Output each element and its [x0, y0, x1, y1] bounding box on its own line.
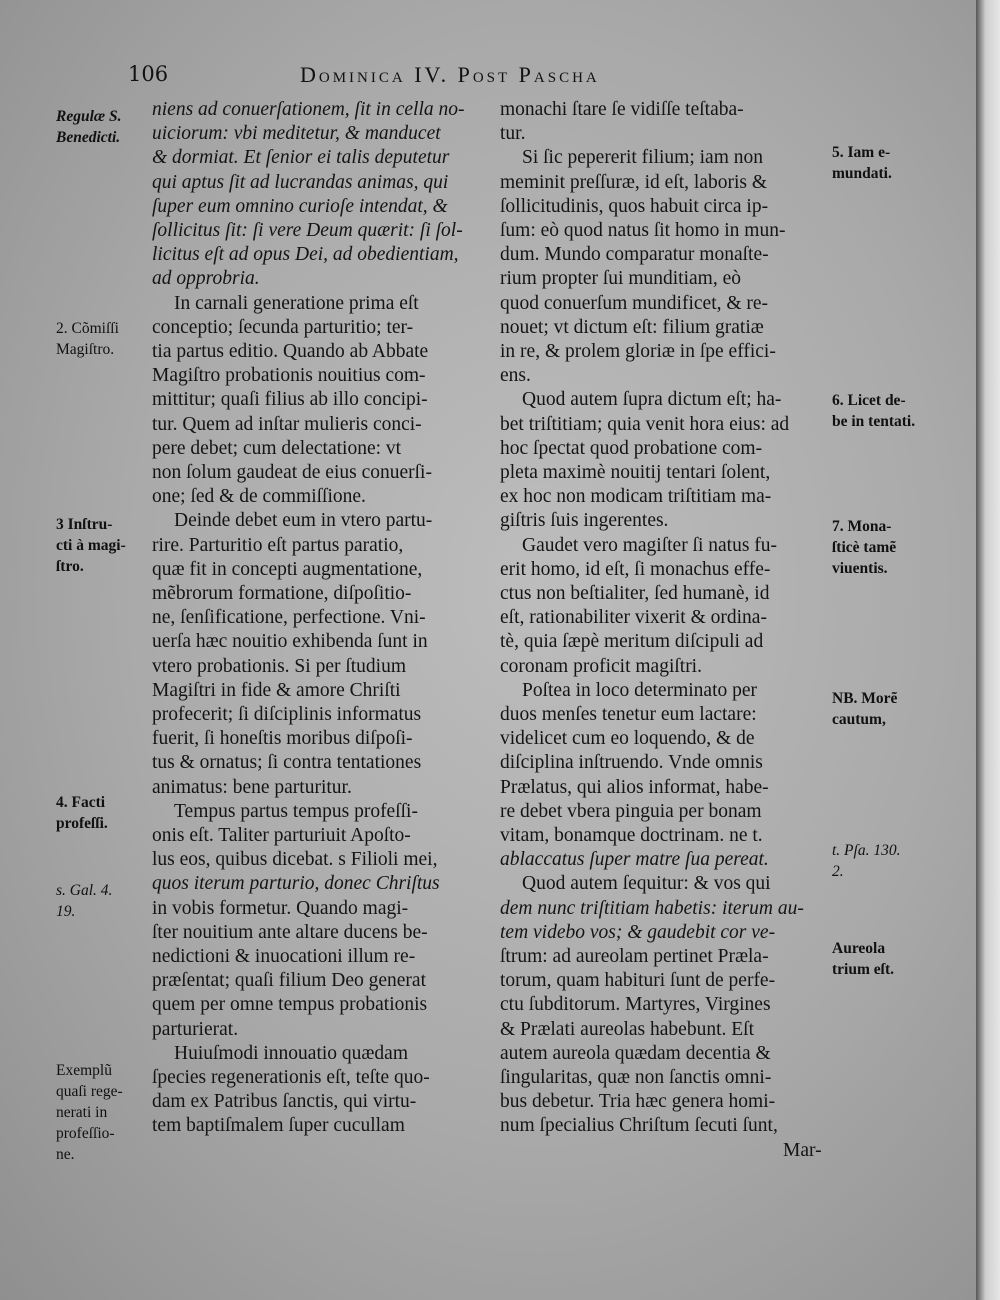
text-line: profecerit; ſi diſciplinis informatus [152, 704, 422, 725]
text-line: fuerit, ſi honeſtis moribus diſpoſi- [152, 728, 413, 750]
text-line: mẽbrorum formatione, diſpoſitio- [152, 583, 412, 604]
text-line: monachi ſtare ſe vidiſſe teſtaba- [500, 99, 744, 120]
text-line: duos menſes tenetur eum lactare: [500, 704, 757, 725]
text-line: vitam, bonamque doctrinam. ne t. [500, 825, 763, 846]
text-line: tè, quia ſæpè meritum diſcipuli ad [500, 631, 764, 653]
margin-note [56, 880, 112, 922]
margin-note [56, 792, 108, 834]
margin-note [56, 514, 126, 577]
text-line: rire. Parturitio eſt partus paratio, [152, 534, 404, 556]
margin-note-line: 7. Mona- [832, 518, 892, 535]
text-line: re debet vbera pinguia per bonam [500, 800, 762, 822]
margin-note-line: Magiſtro. [56, 341, 115, 358]
text-line: tia partus editio. Quando ab Abbate [152, 341, 429, 362]
text-line: ne, ſenſificatione, perfectione. Vni- [152, 607, 426, 629]
margin-note-line: Benedicti. [56, 129, 121, 146]
text-line: ſingularitas, quæ non ſanctis omni- [500, 1067, 772, 1088]
text-line: tur. [500, 123, 526, 145]
text-line: ſtrum: ad aureolam pertinet Præla- [500, 946, 769, 967]
text-line: Deinde debet eum in vtero partu- [174, 510, 433, 532]
text-line: animatus: bene parturitur. [152, 776, 352, 798]
margin-note-line: 2. [832, 863, 844, 880]
margin-note-line: NB. Morẽ [832, 690, 898, 707]
margin-note-line: Exemplũ [56, 1062, 112, 1079]
text-line: In carnali generatione prima eſt [174, 292, 419, 314]
margin-note-line: be in tentati. [832, 413, 916, 430]
text-line: non ſolum gaudeat de eius conuerſi- [152, 462, 432, 483]
text-line: quod conuerſum mundificet, & re- [500, 292, 769, 314]
margin-note-line: Aureola [832, 940, 886, 957]
margin-note [56, 1060, 123, 1165]
text-line: ſum: eò quod natus ſit homo in mun- [500, 220, 786, 241]
margin-note-line: ſtro. [56, 558, 84, 575]
margin-note-line: 4. Facti [56, 794, 106, 811]
text-line: ctu ſubditorum. Martyres, Virgines [500, 994, 771, 1016]
text-line: lus eos, quibus dicebat. s Filioli mei, [152, 849, 438, 871]
text-line: videlicet cum eo loquendo, & de [500, 728, 755, 750]
page-number: 106 [128, 62, 169, 86]
text-line: mittitur; quaſi filius ab illo concipi- [152, 389, 428, 411]
text-line: rium propter ſui munditiam, eò [500, 268, 741, 290]
text-line: ſter nouitium ante altare ducens be- [152, 921, 428, 943]
text-line: quæ fit in concepti augmentatione, [152, 558, 423, 580]
text-line: & dormiat. Et ſenior ei talis deputetur [152, 147, 450, 169]
text-line: autem aureola quædam decentia & [500, 1042, 771, 1064]
text-line: ſollicitus ſit: ſi vere Deum quærit: ſi ſol- [152, 220, 463, 241]
text-line: in vobis formetur. Quando magi- [152, 897, 409, 919]
margin-note-line: t. Pſa. 130. [832, 842, 901, 859]
margin-note-line: cautum, [832, 711, 886, 728]
text-line: quos iterum parturio, donec Chriſtus [152, 873, 440, 895]
text-line: Si ſic pepererit filium; iam non [522, 147, 763, 169]
text-line: ſpecies regenerationis eſt, teſte quo- [152, 1067, 430, 1088]
text-line: Poſtea in loco determinato per [522, 679, 758, 701]
text-line: tem baptiſmalem ſuper cucullam [152, 1115, 405, 1137]
text-line: diſciplina inſtruendo. Vnde omnis [500, 752, 763, 774]
text-line: dem nunc triſtitiam habetis: iterum au- [500, 897, 804, 919]
text-line: meminit preſſuræ, id eſt, laboris & [500, 171, 768, 193]
text-line: hoc ſpectat quod probatione com- [500, 437, 763, 459]
text-line: nouet; vt dictum eſt: filium gratiæ [500, 316, 764, 338]
text-line: eſt, rationabiliter vixerit & ordina- [500, 607, 767, 629]
margin-note-line: quaſi rege- [56, 1083, 123, 1100]
margin-note [832, 516, 896, 579]
text-line: Prælatus, qui alios informat, habe- [500, 776, 769, 798]
text-line: uiciorum: vbi meditetur, & manducet [152, 123, 441, 145]
text-line: ad opprobria. [152, 268, 260, 290]
text-line: torum, quam habituri ſunt de perfe- [500, 970, 776, 992]
margin-note-line: trium eſt. [832, 961, 894, 978]
text-line: licitus eſt ad opus Dei, ad obedientiam, [152, 244, 459, 266]
text-line: parturierat. [152, 1018, 239, 1040]
text-line: tem videbo vos; & gaudebit cor ve- [500, 921, 776, 943]
margin-note-line: ſticè tamẽ [832, 539, 897, 556]
text-line: num ſpecialius Chriſtum ſecuti ſunt, [500, 1115, 778, 1137]
text-line: qui aptus ſit ad lucrandas animas, qui [152, 171, 449, 193]
margin-note [56, 106, 121, 148]
margin-note-line: nerati in [56, 1104, 108, 1121]
text-line: præſentat; quaſi filium Deo generat [152, 970, 426, 992]
text-line: Huiuſmodi innouatio quædam [174, 1042, 408, 1064]
text-line: giſtris ſuis ingerentes. [500, 510, 669, 532]
text-line: niens ad conuerſationem, ſit in cella no- [152, 99, 465, 120]
text-line: uerſa hæc nouitio exhibenda ſunt in [152, 631, 428, 653]
text-line: Quod autem ſupra dictum eſt; ha- [522, 389, 782, 411]
margin-note-line: ne. [56, 1146, 75, 1163]
text-line: vtero probationis. Si per ſtudium [152, 655, 407, 677]
text-line: & Prælati aureolas habebunt. Eſt [500, 1018, 754, 1040]
margin-note-line: 2. Cõmiſſi [56, 320, 119, 337]
text-line: nedictioni & inuocationi illum re- [152, 946, 416, 967]
text-line: Tempus partus tempus profeſſi- [174, 800, 418, 822]
margin-note-line: 6. Licet de- [832, 392, 906, 409]
running-head: Dominica IV. Post Pascha [300, 62, 600, 87]
text-line: pere debet; cum delectatione: vt [152, 437, 402, 459]
margin-note [832, 840, 900, 882]
margin-note-line: profeſſio- [56, 1125, 115, 1142]
text-line: dam ex Patribus ſanctis, qui virtu- [152, 1091, 417, 1113]
text-line: Gaudet vero magiſter ſi natus fu- [522, 534, 778, 556]
catchword: Mar- [783, 1139, 822, 1161]
text-line: dum. Mundo comparatur monaſte- [500, 244, 769, 266]
margin-note-line: 5. Iam e- [832, 144, 891, 161]
text-line: ex hoc non modicam triſtitiam ma- [500, 486, 772, 508]
margin-note-line: viuentis. [832, 560, 888, 577]
text-line: erit homo, id eſt, ſi monachus effe- [500, 558, 771, 580]
margin-note-line: cti à magi- [56, 537, 126, 554]
margin-note-line: 19. [56, 903, 76, 920]
text-line: tus & ornatus; ſi contra tentationes [152, 752, 422, 774]
margin-note [832, 390, 915, 432]
text-line: onis eſt. Taliter parturiuit Apoſto- [152, 825, 411, 846]
margin-note-line: 3 Inſtru- [56, 516, 113, 533]
text-line: quem per omne tempus probationis [152, 994, 428, 1016]
text-line: conceptio; ſecunda parturitio; ter- [152, 316, 414, 338]
text-line: ſuper eum omnino curioſe intendat, & [152, 195, 448, 217]
book-gutter [976, 0, 1000, 1300]
margin-note-line: profeſſi. [56, 815, 108, 832]
margin-note [56, 318, 119, 360]
margin-note-line: s. Gal. 4. [56, 882, 113, 899]
text-line: ſollicitudinis, quos habuit circa ip- [500, 195, 769, 217]
margin-note-line: Regulæ S. [56, 108, 122, 125]
text-line: in re, & prolem gloriæ in ſpe effici- [500, 341, 776, 362]
text-line: ens. [500, 365, 531, 387]
text-line: ablaccatus ſuper matre ſua pereat. [500, 849, 769, 871]
text-line: bus debetur. Tria hæc genera homi- [500, 1091, 776, 1113]
text-line: Magiſtro probationis nouitius com- [152, 365, 426, 387]
text-line: Magiſtri in fide & amore Chriſti [152, 679, 401, 701]
margin-note [832, 688, 897, 730]
text-line: one; ſed & de commiſſione. [152, 486, 366, 508]
margin-note-line: mundati. [832, 165, 892, 182]
text-line: bet triſtitiam; quia venit hora eius: ad [500, 413, 790, 435]
text-line: tur. Quem ad inſtar mulieris conci- [152, 413, 422, 435]
text-line: coronam proficit magiſtri. [500, 655, 702, 677]
text-line: ctus non beſtialiter, ſed humanè, id [500, 583, 770, 604]
margin-note [832, 938, 894, 980]
text-line: pleta maximè nouitij tentari ſolent, [500, 462, 771, 483]
text-line: Quod autem ſequitur: & vos qui [522, 873, 771, 895]
margin-note [832, 142, 892, 184]
